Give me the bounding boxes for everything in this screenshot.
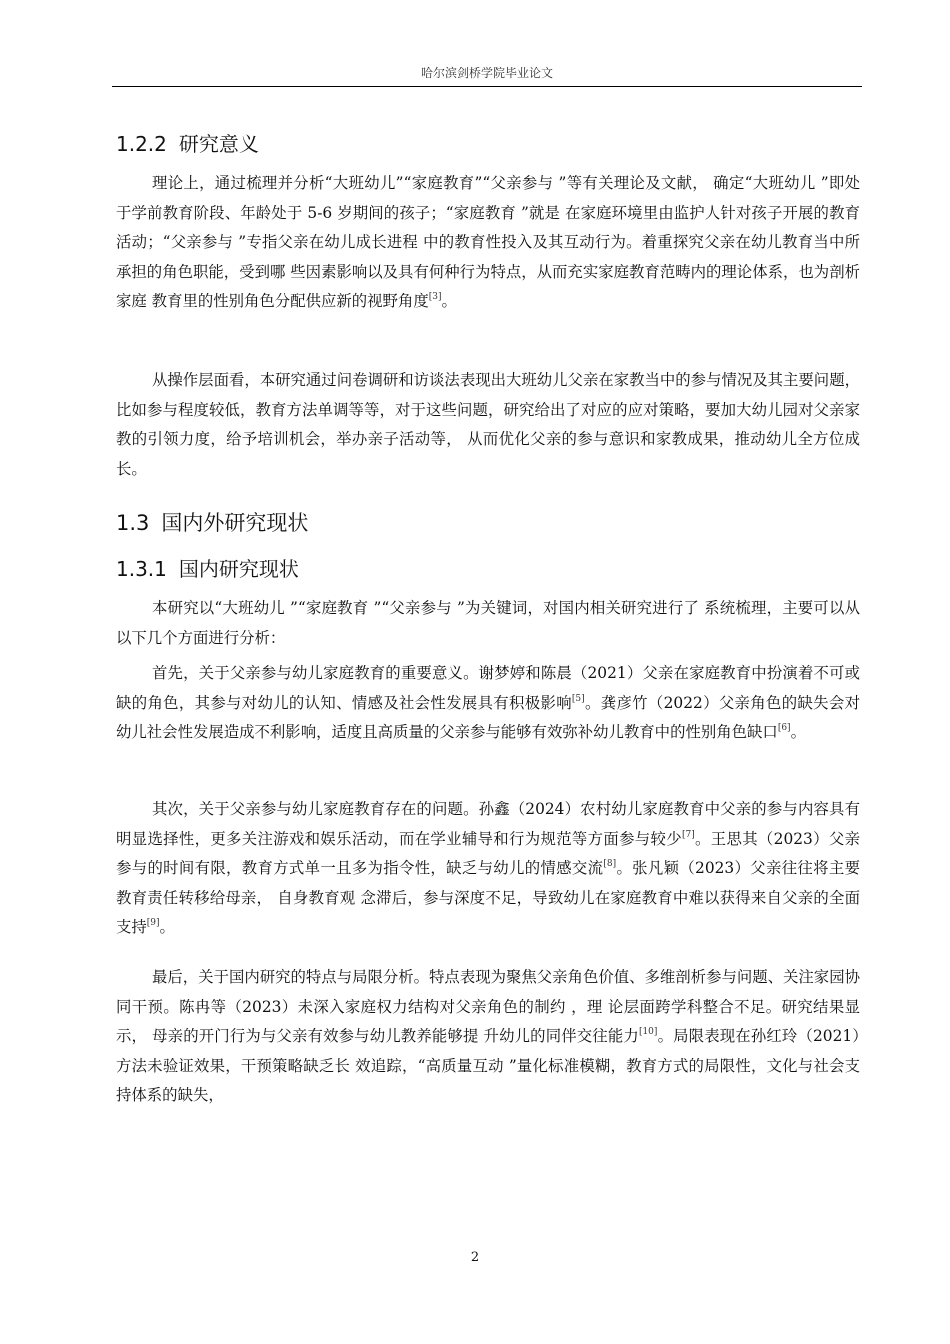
paragraph-intro xyxy=(116,594,860,653)
paragraph-importance xyxy=(116,659,860,748)
citation-ref: [9] xyxy=(146,918,160,928)
section-title: 国内研究现状 xyxy=(178,557,299,581)
paragraph-practical-significance xyxy=(116,366,860,484)
section-number: 1.3 xyxy=(116,511,150,535)
paragraph-text: 。张凡颖（2023）父亲往往将主要教育责任转移给母亲， 自身教育观 念滞后，参与深度不足，导致幼儿在家庭教育中难以获得来自父亲的全面支持 xyxy=(116,859,860,936)
page-number: 2 xyxy=(470,1250,480,1265)
paragraph-text: 从操作层面看，本研究通过问卷调研和访谈法表现出大班幼儿父亲在家教当中的参与情况及其主要问题，比如参与程度较低，教育方法单调等等，对于这些问题，研究给出了对应的应对策略，要加大幼儿园对父亲家教的引领力度，给予培训机会，举办亲子活动等， 从而优化父亲的参与意识和家教成果，推动幼儿全方位成长。 xyxy=(116,371,860,478)
paragraph-text: 。王思其（2023）父亲参与的时间有限，教育方式单一且多为指令性，缺乏与幼儿的情感交流 xyxy=(116,829,860,877)
citation-ref: [5] xyxy=(571,693,585,704)
paragraph-text: 最后，关于国内研究的特点与局限分析。特点表现为聚焦父亲角色价值、多维剖析参与问题、关注家园协同干预。陈冉等（2023）未深入家庭权力结构对父亲角色的制约 ，理 论层面跨学科整合不足。研究结果显示， 母亲的开门行为与父亲有效参与幼儿教养能够提 升幼儿的同伴交往能力 xyxy=(116,968,860,1045)
paragraph-text: 其次，关于父亲参与幼儿家庭教育存在的问题。孙鑫（2024）农村幼儿家庭教育中父亲的参与内容具有明显选择性，更多关注游戏和娱乐活动，而在学业辅导和行为规范等方面参与较少 xyxy=(116,800,860,848)
paragraph-problems xyxy=(116,795,860,943)
heading-1-2-2 xyxy=(116,128,259,157)
paragraph-text: 理论上，通过梳理并分析“大班幼儿”“家庭教育”“父亲参与 ”等有关理论及文献， 确定“大班幼儿 ”即处于学前教育阶段、年龄处于 5-6 岁期间的孩子；“家庭教育 ”就是 在家庭环境里由监护人针对孩子开展的教育活动；“父亲参与 ”专指父亲在幼儿成长进程 中的教育性投入及其互动行为。着重探究父亲在幼儿教育当中所承担的角色职能，受到哪 些因素影响以及具有何种行为特点，从而充实家庭教育范畴内的理论体系，也为剖析家庭 教育里的性别角色分配供应新的视野角度 xyxy=(116,174,860,310)
citation-ref: [7] xyxy=(681,829,695,840)
section-title: 研究意义 xyxy=(178,132,259,156)
heading-1-3 xyxy=(116,507,308,537)
running-header: 哈尔滨剑桥学院毕业论文 xyxy=(420,66,553,80)
paragraph-theoretical-significance xyxy=(116,169,860,317)
paragraph-text: 。 xyxy=(790,723,806,741)
paragraph-text: 本研究以“大班幼儿 ”“家庭教育 ”“父亲参与 ”为关键词，对国内相关研究进行了 系统梳理，主要可以从以下几个方面进行分析： xyxy=(116,599,860,647)
header-rule xyxy=(112,86,862,87)
paragraph-text: 。 xyxy=(159,918,175,936)
paragraph-text: 。 xyxy=(441,292,457,310)
section-title: 国内外研究现状 xyxy=(161,511,309,535)
heading-1-3-1 xyxy=(116,553,299,582)
citation-ref: [10] xyxy=(638,1027,658,1037)
paragraph-text: 。局限表现在孙红玲（2021）方法未验证效果，干预策略缺乏长 效追踪，“高质量互动 ”量化标准模糊，教育方式的局限性，文化与社会支持体系的缺失， xyxy=(116,1027,860,1104)
citation-ref: [6] xyxy=(777,723,791,733)
section-number: 1.3.1 xyxy=(116,557,167,581)
paragraph-text: 首先，关于父亲参与幼儿家庭教育的重要意义。谢梦婷和陈晨（2021）父亲在家庭教育中扮演着不可或缺的角色，其参与对幼儿的认知、情感及社会性发展具有积极影响 xyxy=(116,664,860,712)
citation-ref: [8] xyxy=(603,859,617,869)
section-number: 1.2.2 xyxy=(116,132,167,156)
paragraph-characteristics-limitations xyxy=(116,963,860,1111)
citation-ref: [3] xyxy=(428,292,442,302)
paragraph-text: 。龚彦竹（2022）父亲角色的缺失会对幼儿社会性发展造成不利影响，适度且高质量的父亲参与能够有效弥补幼儿教育中的性别角色缺口 xyxy=(116,693,860,741)
